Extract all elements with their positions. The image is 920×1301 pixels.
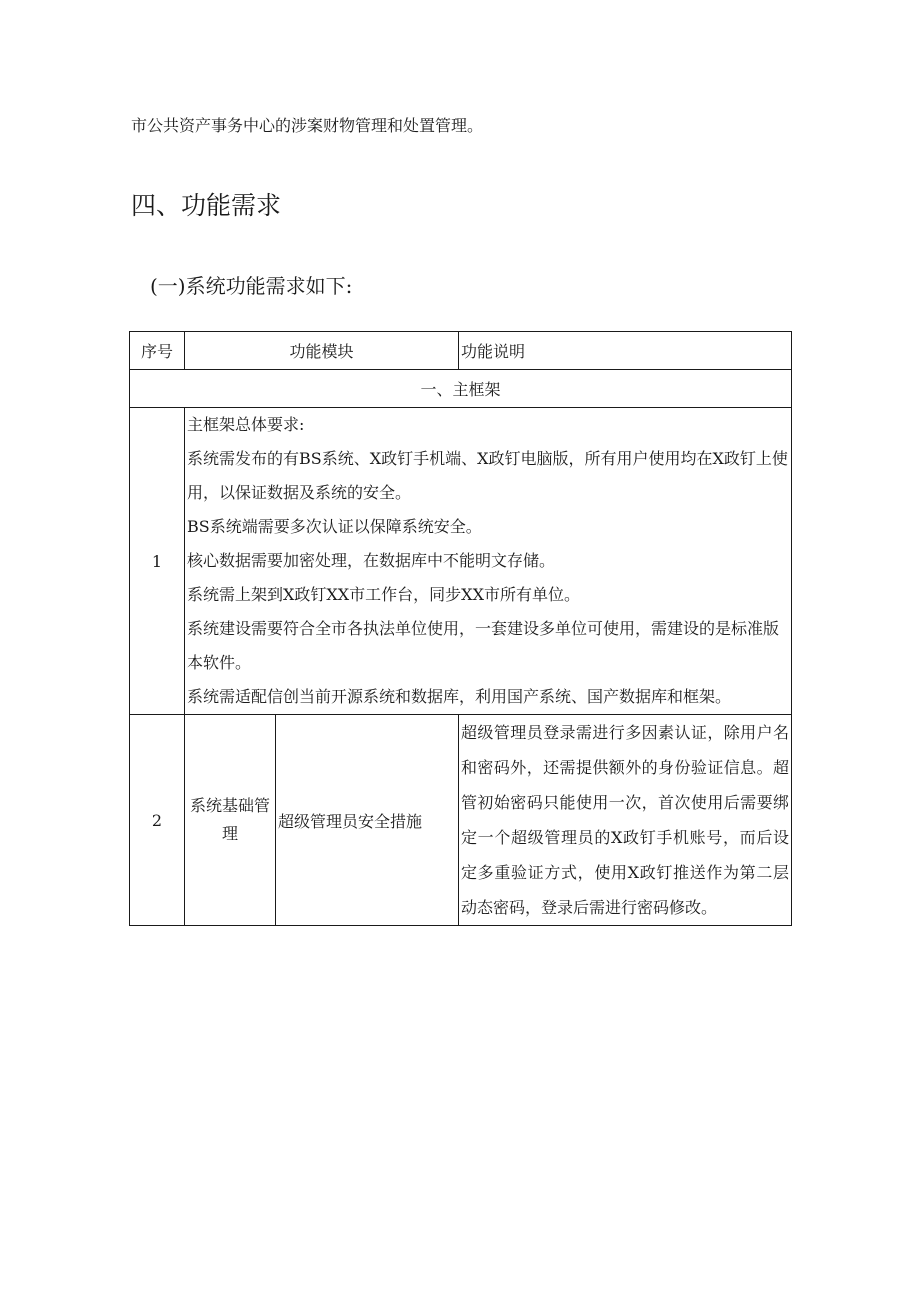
table-row (130, 715, 792, 926)
row-2-submodule: 超级管理员安全措施 (276, 715, 459, 926)
row-1-line: 主框架总体要求: (187, 415, 305, 434)
row-1-line: 系统需适配信创当前开源系统和数据库，利用国产系统、国产数据库和框架。 (187, 687, 732, 706)
row-1-seq: 1 (130, 408, 185, 715)
section-heading: 四、功能需求 (131, 191, 282, 220)
row-1-line: BS系统端需要多次认证以保障系统安全。 (187, 517, 482, 536)
row-1-line: 系统建设需要符合全市各执法单位使用，一套建设多单位可使用，需建设的是标准版本软件。 (187, 619, 780, 672)
row-1-content (185, 408, 792, 715)
row-1-line: 系统需上架到X政钉XX市工作台，同步XX市所有单位。 (187, 585, 580, 604)
table-header-row (130, 332, 792, 370)
row-1-line: 系统需发布的有BS系统、X政钉手机端、X政钉电脑版，所有用户使用均在X政钉上使用，以保证数据及系统的安全。 (187, 449, 788, 502)
requirements-table (129, 331, 792, 926)
row-2-description: 超级管理员登录需进行多因素认证，除用户名和密码外，还需提供额外的身份验证信息。超管初始密码只能使用一次，首次使用后需要绑定一个超级管理员的X政钉手机账号，而后设定多重验证方式，使用X政钉推送作为第二层动态密码，登录后需进行密码修改。 (459, 715, 792, 926)
row-1-line: 核心数据需要加密处理，在数据库中不能明文存储。 (187, 551, 556, 570)
row-2-seq: 2 (130, 715, 185, 926)
section-title-row (130, 370, 792, 408)
intro-text: 市公共资产事务中心的涉案财物管理和处置管理。 (131, 116, 484, 135)
section-title: 一、主框架 (130, 370, 792, 408)
row-2-module: 系统基础管理 (185, 715, 276, 926)
header-seq: 序号 (130, 332, 185, 370)
header-description: 功能说明 (459, 332, 792, 370)
table-row (130, 408, 792, 715)
header-module: 功能模块 (185, 332, 459, 370)
sub-heading: (一)系统功能需求如下: (150, 274, 353, 298)
